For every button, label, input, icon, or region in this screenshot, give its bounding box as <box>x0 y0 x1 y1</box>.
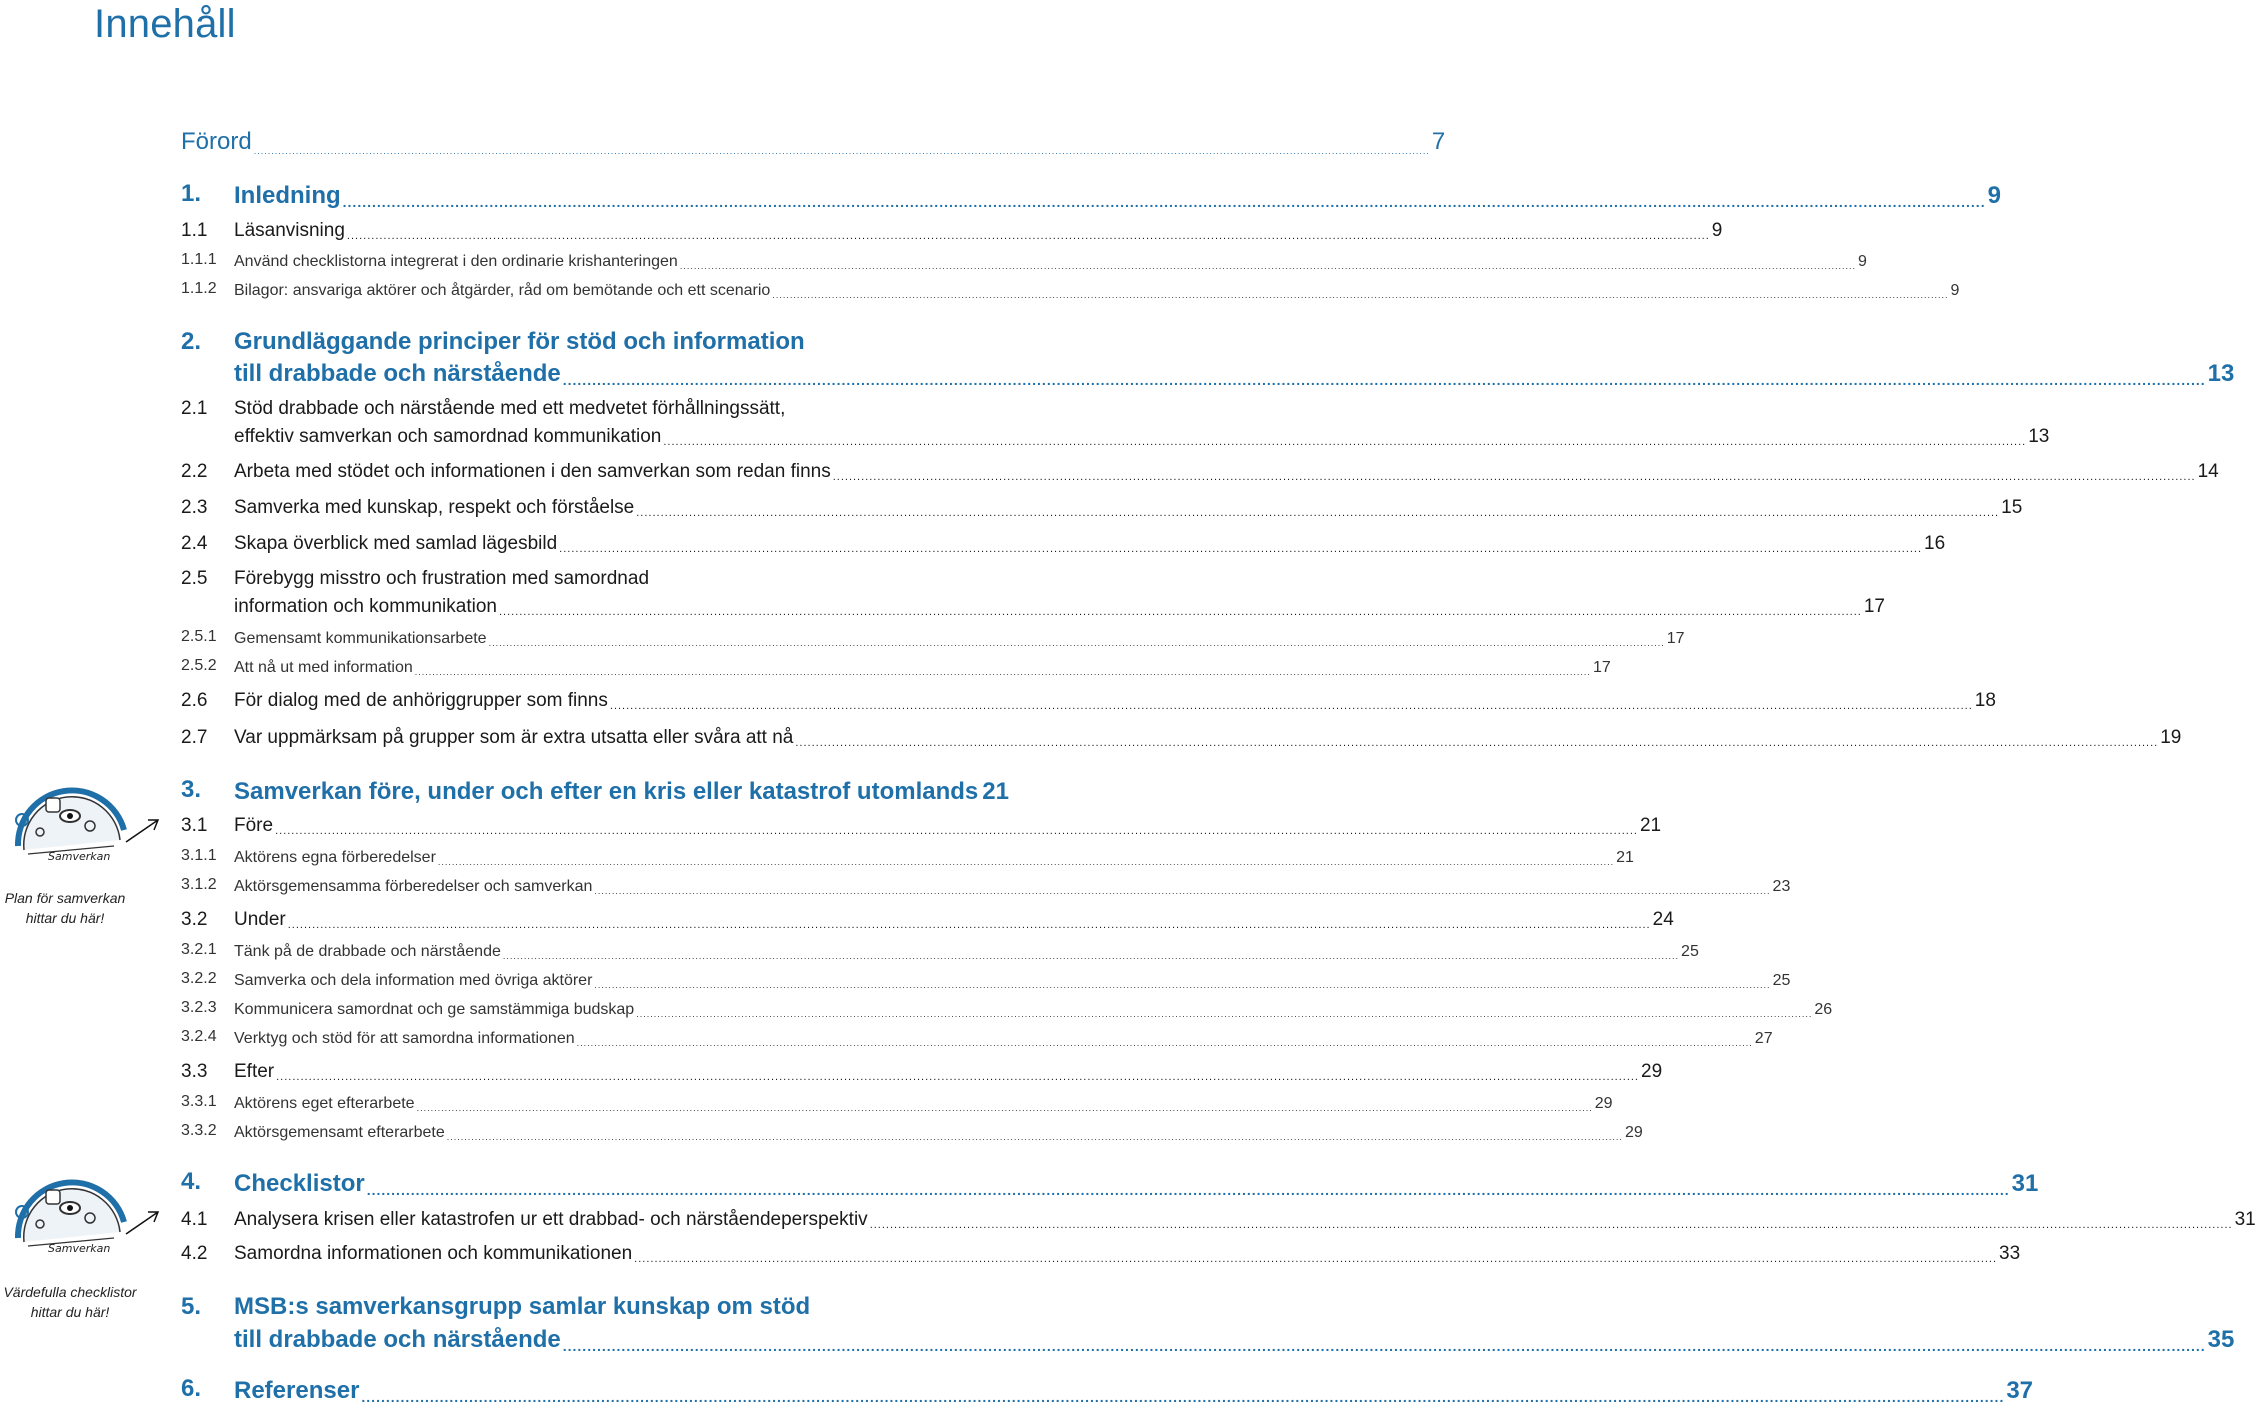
toc-page: 27 <box>1754 1030 1773 1047</box>
toc-label: Arbeta med stödet och informationen i den samverkan som redan finns <box>234 461 831 482</box>
dot-leader <box>870 1219 2233 1231</box>
toc-entry-ch1[interactable] <box>234 180 2001 210</box>
svg-text:Samverkan: Samverkan <box>48 1242 111 1255</box>
dot-leader <box>361 1389 2004 1405</box>
toc-label: Var uppmärksam på grupper som är extra utsatta eller svåra att nå <box>234 727 794 748</box>
toc-number: 3.2.2 <box>181 970 217 987</box>
toc-entry-2-5[interactable] <box>234 594 1885 618</box>
toc-entry-4-2[interactable] <box>234 1241 2021 1265</box>
dot-leader <box>559 543 1922 555</box>
toc-page: 13 <box>2028 426 2050 447</box>
toc-page: 17 <box>1863 596 1885 617</box>
dot-leader <box>663 436 2026 448</box>
toc-number: 2.1 <box>181 398 208 419</box>
toc-label: Kommunicera samordnat och ge samstämmiga budskap <box>234 1001 635 1018</box>
toc-page: 33 <box>1999 1243 2021 1264</box>
toc-page: 31 <box>2011 1170 2039 1197</box>
dot-leader <box>610 700 1973 712</box>
sidebar-note-2 <box>0 1282 140 1322</box>
toc-number: 2.5.2 <box>181 657 217 674</box>
toc-page: 37 <box>2006 1377 2034 1404</box>
samverkan-logo-icon <box>10 780 160 890</box>
dot-leader <box>489 638 1665 648</box>
toc-entry-3-2[interactable] <box>234 907 1674 931</box>
dot-leader <box>447 1132 1623 1142</box>
toc-number: 2.2 <box>181 461 208 482</box>
toc-label: Förord <box>181 128 252 155</box>
toc-label: Referenser <box>234 1377 360 1404</box>
toc-number: 3.2.4 <box>181 1028 217 1045</box>
toc-entry-3-3-2[interactable] <box>234 1120 1643 1142</box>
dot-leader <box>499 606 1862 618</box>
toc-number: 4.1 <box>181 1209 208 1230</box>
sidebar-note-line: hittar du här! <box>25 910 105 926</box>
toc-entry-ch4[interactable] <box>234 1168 2039 1198</box>
toc-page: 35 <box>2207 1326 2235 1353</box>
toc-page: 9 <box>1711 220 1723 241</box>
dot-leader <box>347 230 1710 242</box>
toc-number: 3.3.2 <box>181 1122 217 1139</box>
samverkan-badge-2 <box>10 1172 160 1282</box>
toc-label: Att nå ut med information <box>234 659 413 676</box>
toc-page: 21 <box>1639 815 1662 836</box>
toc-entry-3-3-1[interactable] <box>234 1091 1613 1113</box>
toc-entry-1-1-1[interactable] <box>234 249 1867 271</box>
toc-entry-2-2[interactable] <box>234 459 2219 483</box>
toc-entry-2-5-2[interactable] <box>234 655 1611 677</box>
dot-leader <box>415 667 1591 677</box>
toc-label: effektiv samverkan och samordnad kommunikation <box>234 426 662 447</box>
dot-leader <box>795 737 2158 749</box>
toc-entry-3-2-3[interactable] <box>234 997 1833 1019</box>
toc-page: 21 <box>982 778 1009 805</box>
toc-number: 6. <box>181 1375 202 1402</box>
toc-page: 9 <box>1857 253 1867 270</box>
toc-entry-2-7[interactable] <box>234 725 2182 749</box>
toc-number: 1.1.1 <box>181 251 217 268</box>
toc-page: 17 <box>1666 630 1685 647</box>
toc-label: Före <box>234 815 274 836</box>
dot-leader <box>772 290 1948 300</box>
toc-label: Analysera krisen eller katastrofen ur ett drabbad- och närståendeperspektiv <box>234 1209 868 1230</box>
dot-leader <box>276 1071 1639 1083</box>
toc-label: Samverka med kunskap, respekt och förståelse <box>234 497 635 518</box>
dot-leader <box>503 951 1679 961</box>
dot-leader <box>680 261 1856 271</box>
toc-page: 7 <box>1431 128 1446 155</box>
toc-entry-ch2[interactable] <box>234 358 2235 388</box>
toc-page: 14 <box>2197 461 2219 482</box>
toc-number: 3.1.2 <box>181 876 217 893</box>
toc-entry-2-4[interactable] <box>234 531 1946 555</box>
toc-page: 31 <box>2234 1209 2256 1230</box>
toc-entry-1-1-2[interactable] <box>234 278 1960 300</box>
toc-entry-3-2-2[interactable] <box>234 968 1791 990</box>
toc-page: 24 <box>1652 909 1674 930</box>
page-title: Innehåll <box>94 2 236 46</box>
toc-label: Skapa överblick med samlad lägesbild <box>234 533 558 554</box>
toc-page: 21 <box>1616 849 1634 866</box>
dot-leader <box>288 919 1651 931</box>
toc-page: 13 <box>2207 360 2235 387</box>
toc-page: 19 <box>2160 727 2182 748</box>
toc-number: 3.3.1 <box>181 1093 217 1110</box>
toc-number: 5. <box>181 1293 202 1320</box>
toc-label: Checklistor <box>234 1170 365 1197</box>
toc-label: Aktörsgemensamt efterarbete <box>234 1124 445 1141</box>
toc-entry-2-5-1[interactable] <box>234 626 1685 648</box>
toc-number: 2.3 <box>181 497 208 518</box>
toc-label: Tänk på de drabbade och närstående <box>234 943 501 960</box>
toc-entry-3-1-1[interactable] <box>234 845 1634 867</box>
toc-label: Använd checklistorna integrerat i den ordinarie krishanteringen <box>234 253 678 270</box>
toc-number: 2.5.1 <box>181 628 217 645</box>
toc-number: 4.2 <box>181 1243 208 1264</box>
toc-label-line1: MSB:s samverkansgrupp samlar kunskap om stöd <box>234 1293 811 1320</box>
dot-leader <box>563 372 2206 388</box>
toc-label: För dialog med de anhöriggrupper som finns <box>234 690 608 711</box>
toc-page: 9 <box>1987 182 2001 209</box>
toc-page: 25 <box>1772 972 1791 989</box>
toc-label: Efter <box>234 1061 275 1082</box>
toc-entry-2-3[interactable] <box>234 495 2023 519</box>
toc-label: Läsanvisning <box>234 220 345 241</box>
toc-number: 1.1 <box>181 220 208 241</box>
toc-entry-4-1[interactable] <box>234 1207 2256 1231</box>
dot-leader <box>833 471 2196 483</box>
toc-page: 25 <box>1681 943 1699 960</box>
toc-number: 1. <box>181 180 202 207</box>
dot-leader <box>438 857 1614 867</box>
toc-entry-2-6[interactable] <box>234 688 1996 712</box>
toc-number: 3.2.3 <box>181 999 217 1016</box>
toc-label: Bilagor: ansvariga aktörer och åtgärder, råd om bemötande och ett scenario <box>234 282 771 299</box>
toc-entry-foreword[interactable] <box>181 126 1446 156</box>
toc-label: Aktörsgemensamma förberedelser och samverkan <box>234 878 593 895</box>
toc-number: 3.2.1 <box>181 941 217 958</box>
toc-page: 29 <box>1624 1124 1643 1141</box>
samverkan-badge-1 <box>10 780 160 890</box>
toc-entry-3-2-4[interactable] <box>234 1026 1773 1048</box>
toc-label-line1: Stöd drabbade och närstående med ett medvetet förhållningssätt, <box>234 398 786 419</box>
toc-page: 16 <box>1924 533 1946 554</box>
toc-label: Verktyg och stöd för att samordna informationen <box>234 1030 575 1047</box>
toc-entry-ch5[interactable] <box>234 1324 2235 1354</box>
dot-leader <box>636 1009 1812 1019</box>
toc-number: 3.3 <box>181 1061 208 1082</box>
toc-label: Samverkan före, under och efter en kris eller katastrof utomlands <box>234 778 979 805</box>
dot-leader <box>636 507 1999 519</box>
sidebar-note-line: hittar du här! <box>30 1304 110 1320</box>
toc-number: 2.7 <box>181 727 208 748</box>
toc-entry-3-3[interactable] <box>234 1059 1663 1083</box>
toc-entry-ch6[interactable] <box>234 1375 2034 1405</box>
dot-leader <box>254 146 1430 156</box>
toc-label: information och kommunikation <box>234 596 497 617</box>
toc-entry-1-1[interactable] <box>234 218 1723 242</box>
toc-page: 29 <box>1594 1095 1613 1112</box>
toc-label: Samverka och dela information med övriga aktörer <box>234 972 593 989</box>
toc-label-line1: Grundläggande principer för stöd och information <box>234 328 805 355</box>
toc-number: 2.4 <box>181 533 208 554</box>
toc-label: Samordna informationen och kommunikationen <box>234 1243 633 1264</box>
toc-number: 3.1.1 <box>181 847 217 864</box>
toc-entry-3-1-2[interactable] <box>234 874 1791 896</box>
sidebar-note-1 <box>0 888 130 928</box>
toc-label: till drabbade och närstående <box>234 360 561 387</box>
toc-number: 4. <box>181 1168 202 1195</box>
dot-leader <box>634 1253 1997 1265</box>
toc-number: 3.2 <box>181 909 208 930</box>
toc-label: Inledning <box>234 182 341 209</box>
dot-leader <box>343 194 1986 210</box>
toc-entry-3-2-1[interactable] <box>234 939 1699 961</box>
dot-leader <box>417 1103 1593 1113</box>
toc-label: Aktörens egna förberedelser <box>234 849 436 866</box>
sidebar-note-line: Värdefulla checklistor <box>3 1284 137 1300</box>
toc-page: 17 <box>1592 659 1611 676</box>
dot-leader <box>367 1182 2010 1198</box>
toc-label: Aktörens eget efterarbete <box>234 1095 415 1112</box>
toc-entry-2-1[interactable] <box>234 424 2050 448</box>
toc-number: 3. <box>181 776 202 803</box>
toc-number: 2.6 <box>181 690 208 711</box>
toc-page: 29 <box>1641 1061 1663 1082</box>
toc-page: 15 <box>2001 497 2023 518</box>
toc-entry-ch3[interactable] <box>234 776 1009 806</box>
dot-leader <box>594 980 1770 990</box>
toc-page: 9 <box>1950 282 1960 299</box>
dot-leader <box>594 886 1770 896</box>
toc-number: 3.1 <box>181 815 208 836</box>
toc-label-line1: Förebygg misstro och frustration med samordnad <box>234 568 650 589</box>
toc-label: Gemensamt kommunikationsarbete <box>234 630 487 647</box>
dot-leader <box>275 825 1638 837</box>
svg-text:Samverkan: Samverkan <box>48 850 111 863</box>
toc-label: till drabbade och närstående <box>234 1326 561 1353</box>
toc-page: 18 <box>1974 690 1996 711</box>
samverkan-logo-icon <box>10 1172 160 1282</box>
toc-page: 23 <box>1772 878 1791 895</box>
toc-number: 2. <box>181 328 202 355</box>
toc-label: Under <box>234 909 286 930</box>
toc-number: 2.5 <box>181 568 208 589</box>
dot-leader <box>563 1338 2206 1354</box>
toc-number: 1.1.2 <box>181 280 217 297</box>
toc-page: 26 <box>1814 1001 1833 1018</box>
dot-leader <box>577 1038 1753 1048</box>
sidebar-note-line: Plan för samverkan <box>4 890 126 906</box>
toc-entry-3-1[interactable] <box>234 813 1662 837</box>
